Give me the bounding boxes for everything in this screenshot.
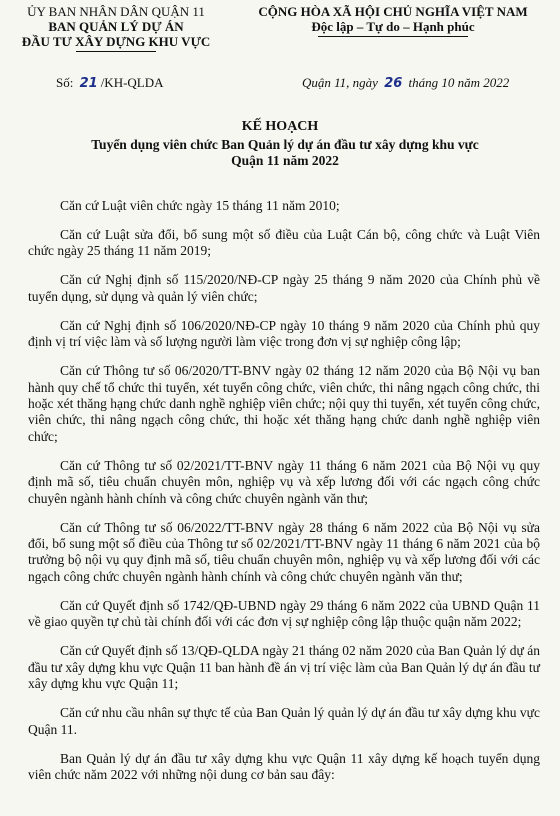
paragraph: Căn cứ Quyết định số 13/QĐ-QLDA ngày 21 tháng 02 năm 2020 của Ban Quản lý dự án đầu tư xây dựng khu vực Quận 11 ban hành đề án vị trí việc làm của Ban Quản lý dự án đầu tư xây dựng khu vực Quận 11; <box>28 643 540 692</box>
agency-underline <box>76 51 156 52</box>
paragraph: Căn cứ Thông tư số 02/2021/TT-BNV ngày 11 tháng 6 năm 2021 của Bộ Nội vụ quy định mã số, tiêu chuẩn chuyên môn, nghiệp vụ và xếp lương đối với các ngạch công chức chuyên ngành hành chính và công chức chuyên ngành văn thư; <box>28 457 540 506</box>
paragraph: Căn cứ Luật sửa đổi, bổ sung một số điều của Luật Cán bộ, công chức và Luật Viên chức ngày 25 tháng 11 năm 2019; <box>28 227 540 259</box>
agency-name-line2: ĐẦU TƯ XÂY DỰNG KHU VỰC <box>21 34 211 49</box>
country-name: CỘNG HÒA XÃ HỘI CHỦ NGHĨA VIỆT NAM <box>258 4 528 19</box>
agency-name-line1: BAN QUẢN LÝ DỰ ÁN <box>48 19 184 34</box>
document-body <box>28 198 540 796</box>
document-title: KẾ HOẠCH <box>241 119 319 134</box>
national-header-block <box>232 4 554 37</box>
doc-number-handwritten: 21 <box>79 76 98 91</box>
paragraph: Căn cứ Quyết định số 1742/QĐ-UBND ngày 29 tháng 6 năm 2022 của UBND Quận 11 về giao quyền tự chủ tài chính đối với các đơn vị sự nghiệp công lập thuộc quận năm 2022; <box>28 597 540 630</box>
doc-number-suffix: /KH-QLDA <box>100 75 164 90</box>
paragraph: Căn cứ Nghị định số 106/2020/NĐ-CP ngày 10 tháng 9 năm 2020 của Chính phủ quy định vị trí việc làm và số lượng người làm việc trong đơn vị sự nghiệp công lập; <box>28 317 540 350</box>
motto-underline <box>318 36 468 37</box>
document-number <box>56 75 164 91</box>
paragraph: Căn cứ Nghị định số 115/2020/NĐ-CP ngày 25 tháng 9 năm 2020 của Chính phủ về tuyển dụng, sử dụng và quản lý viên chức; <box>28 272 540 304</box>
document-subtitle: Tuyển dụng viên chức Ban Quản lý dự án đầu tư xây dựng khu vực Quận 11 năm 2022 <box>91 137 479 168</box>
national-motto: Độc lập – Tự do – Hạnh phúc <box>311 19 475 34</box>
date-prefix: Quận 11, ngày <box>302 75 378 90</box>
doc-number-prefix: Số: <box>56 75 74 90</box>
paragraph: Căn cứ nhu cầu nhân sự thực tế của Ban Quản lý quản lý dự án đầu tư xây dựng khu vực Quận 11. <box>28 705 540 737</box>
date-suffix: tháng 10 năm 2022 <box>408 75 510 90</box>
date-day-handwritten: 26 <box>384 76 403 91</box>
paragraph: Căn cứ Luật viên chức ngày 15 tháng 11 năm 2010; <box>60 198 340 213</box>
agency-parent: ỦY BAN NHÂN DÂN QUẬN 11 <box>27 4 205 19</box>
issuing-agency-block <box>10 4 222 52</box>
paragraph: Ban Quản lý dự án đầu tư xây dựng khu vực Quận 11 xây dựng kế hoạch tuyển dụng viên chức năm 2022 với những nội dung cơ bản sau đây: <box>28 750 540 782</box>
issue-date <box>302 75 509 91</box>
paragraph: Căn cứ Thông tư số 06/2020/TT-BNV ngày 02 tháng 12 năm 2020 của Bộ Nội vụ ban hành quy chế tổ chức thi tuyển, xét tuyển công chức, viên chức, thi nâng ngạch công chức, thi hoặc xét thăng hạng chức danh nghề nghiệp viên chức; nội quy thi tuyển, xét tuyển công chức, viên chức, thi nâng ngạch công chức, thi hoặc xét thăng hạng chức danh nghề nghiệp viên chức; <box>28 363 540 444</box>
paragraph: Căn cứ Thông tư số 06/2022/TT-BNV ngày 28 tháng 6 năm 2022 của Bộ Nội vụ sửa đổi, bổ sung một số điều của Thông tư số 02/2021/TT-BNV ngày 11 tháng 6 năm 2021 của bộ trưởng bộ nội vụ quy định mã số, tiêu chuẩn chuyên môn, nghiệp vụ và xếp lương đối với các ngạch công chức chuyên ngành hành chính và công chức chuyên ngành văn thư; <box>28 519 540 584</box>
